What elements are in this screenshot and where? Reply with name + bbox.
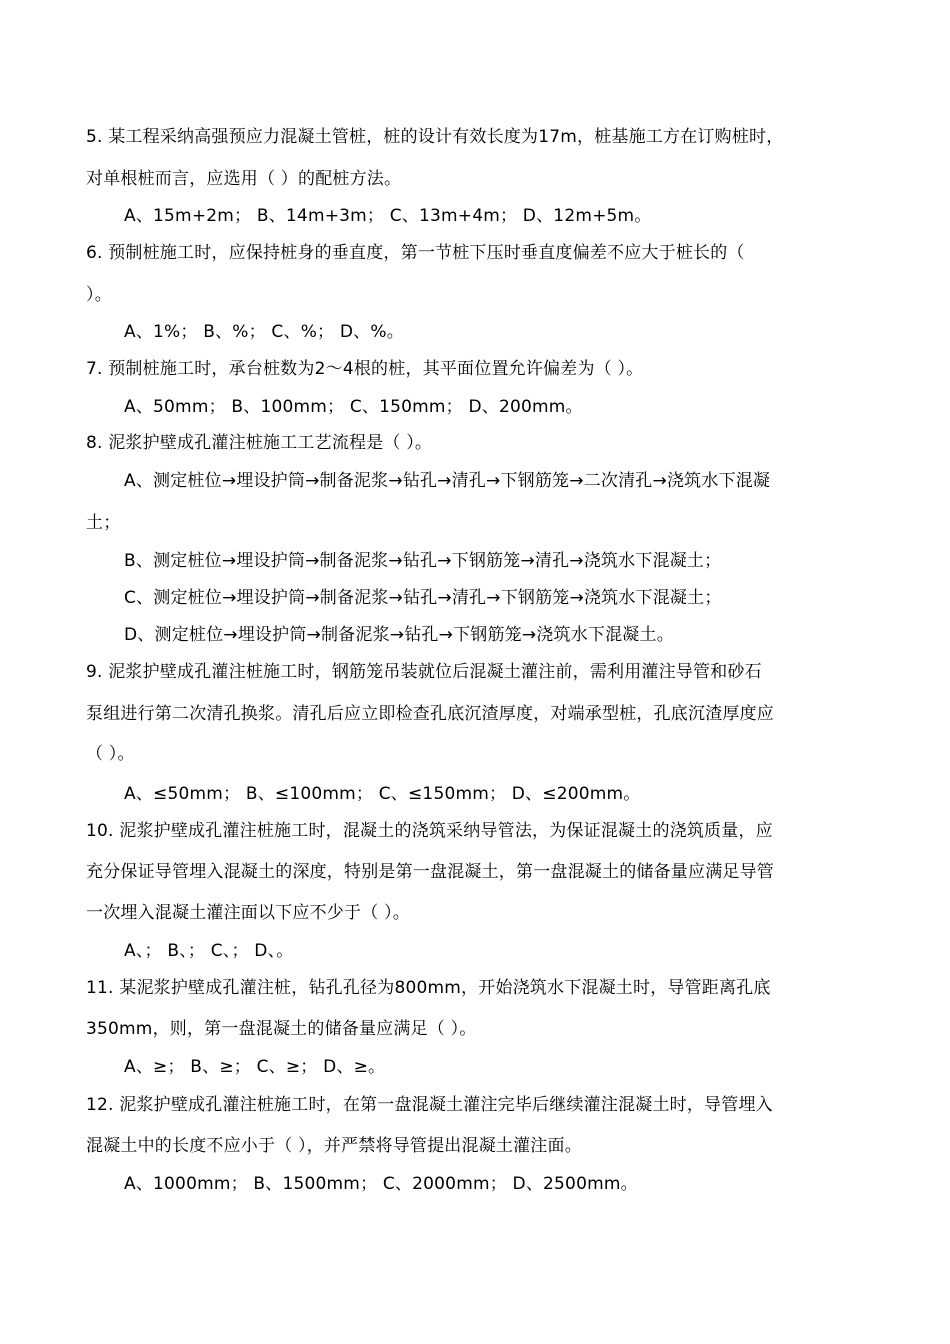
question-12-options: A、1000mm； B、1500mm； C、2000mm； D、2500mm。	[124, 1174, 638, 1194]
question-8-line-1: 8. 泥浆护壁成孔灌注桩施工工艺流程是（ ）。	[86, 433, 433, 453]
question-7-options: A、50mm； B、100mm； C、150mm； D、200mm。	[124, 397, 583, 417]
question-5-options: A、15m+2m； B、14m+3m； C、13m+4m； D、12m+5m。	[124, 206, 652, 226]
question-5-line-2: 对单根桩而言，应选用（ ）的配桩方法。	[86, 169, 402, 189]
question-10-line-2: 充分保证导管埋入混凝土的深度，特别是第一盘混凝土，第一盘混凝土的储备量应满足导管	[86, 862, 774, 882]
question-12-line-1: 12. 泥浆护壁成孔灌注桩施工时，在第一盘混凝土灌注完毕后继续灌注混凝土时，导管埋入	[86, 1095, 773, 1115]
question-9-line-3: （ ）。	[86, 744, 135, 764]
question-8-option-c: C、测定桩位→埋设护筒→制备泥浆→钻孔→清孔→下钢筋笼→浇筑水下混凝土；	[124, 588, 722, 608]
question-10-line-3: 一次埋入混凝土灌注面以下应不少于（ ）。	[86, 903, 410, 923]
question-5-line-1: 5. 某工程采纳高强预应力混凝土管桩，桩的设计有效长度为17m，桩基施工方在订购桩时，	[86, 127, 784, 147]
question-11-line-1: 11. 某泥浆护壁成孔灌注桩，钻孔孔径为800mm，开始浇筑水下混凝土时，导管距离孔底	[86, 978, 771, 998]
question-8-option-a-cont: 土；	[86, 513, 121, 533]
question-9-line-1: 9. 泥浆护壁成孔灌注桩施工时，钢筋笼吊装就位后混凝土灌注前，需利用灌注导管和砂石	[86, 662, 762, 682]
question-8-option-d: D、测定桩位→埋设护筒→制备泥浆→钻孔→下钢筋笼→浇筑水下混凝土。	[124, 625, 674, 645]
question-9-line-2: 泵组进行第二次清孔换浆。清孔后应立即检查孔底沉渣厚度，对端承型桩，孔底沉渣厚度应	[86, 704, 774, 724]
question-6-line-2: ）。	[86, 285, 112, 305]
question-6-options: A、1%； B、%； C、%； D、%。	[124, 322, 404, 342]
question-10-options: A、； B、； C、； D、。	[124, 941, 294, 961]
question-12-line-2: 混凝土中的长度不应小于（ ），并严禁将导管提出混凝土灌注面。	[86, 1136, 582, 1156]
question-6-line-1: 6. 预制桩施工时，应保持桩身的垂直度，第一节桩下压时垂直度偏差不应大于桩长的（	[86, 243, 745, 263]
question-7-line-1: 7. 预制桩施工时，承台桩数为2～4根的桩，其平面位置允许偏差为（ ）。	[86, 359, 644, 379]
question-10-line-1: 10. 泥浆护壁成孔灌注桩施工时，混凝土的浇筑采纳导管法，为保证混凝土的浇筑质量，应	[86, 821, 773, 841]
question-11-line-2: 350mm，则，第一盘混凝土的储备量应满足（ ）。	[86, 1019, 477, 1039]
question-9-options: A、≤50mm； B、≤100mm； C、≤150mm； D、≤200mm。	[124, 784, 641, 804]
question-8-option-b: B、测定桩位→埋设护筒→制备泥浆→钻孔→下钢筋笼→清孔→浇筑水下混凝土；	[124, 551, 722, 571]
question-8-option-a: A、测定桩位→埋设护筒→制备泥浆→钻孔→清孔→下钢筋笼→二次清孔→浇筑水下混凝	[124, 471, 771, 491]
question-11-options: A、≥； B、≥； C、≥； D、≥。	[124, 1057, 386, 1077]
